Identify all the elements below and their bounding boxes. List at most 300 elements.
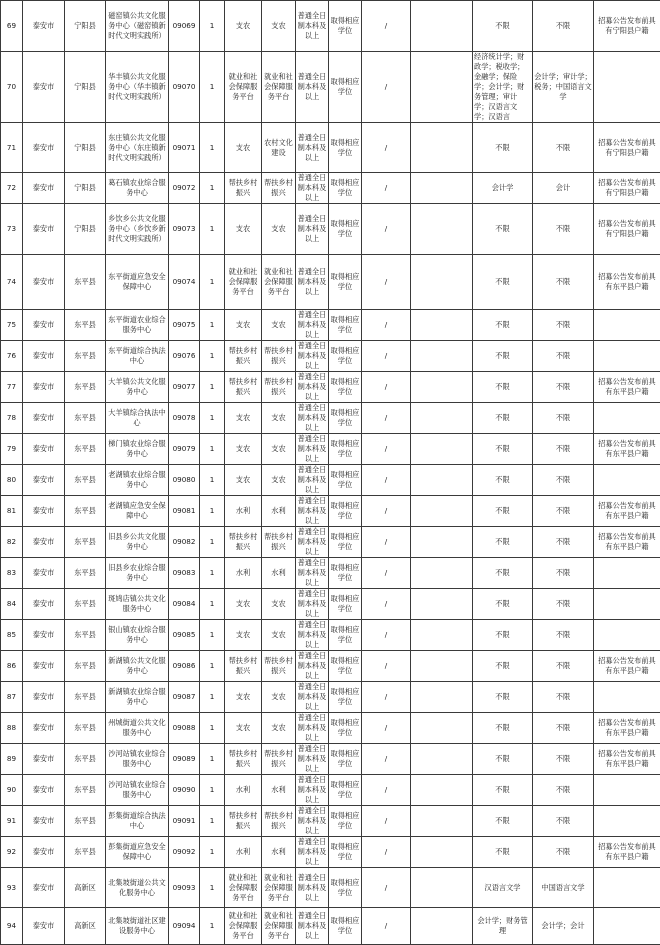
cell-county: 东平县 bbox=[65, 496, 106, 527]
cell-major_ug bbox=[411, 908, 473, 945]
cell-county: 宁阳县 bbox=[65, 123, 106, 173]
cell-code: 09079 bbox=[169, 434, 200, 465]
cell-cat: 水利 bbox=[225, 558, 262, 589]
table-row bbox=[1, 204, 660, 255]
cell-post: 水利 bbox=[262, 837, 296, 868]
cell-num: 1 bbox=[200, 403, 225, 434]
cell-no: 87 bbox=[1, 682, 23, 713]
cell-slash: / bbox=[362, 341, 411, 372]
cell-degree: 取得相应学位 bbox=[329, 372, 362, 403]
cell-city: 泰安市 bbox=[23, 255, 65, 310]
cell-num: 1 bbox=[200, 310, 225, 341]
cell-major_3: 不限 bbox=[533, 775, 594, 806]
cell-county: 东平县 bbox=[65, 651, 106, 682]
cell-num: 1 bbox=[200, 527, 225, 558]
table-row bbox=[1, 775, 660, 806]
cell-post: 就业和社会保障服务平台 bbox=[262, 868, 296, 908]
cell-post: 支农 bbox=[262, 434, 296, 465]
cell-major_ug bbox=[411, 651, 473, 682]
cell-city: 泰安市 bbox=[23, 434, 65, 465]
cell-degree: 取得相应学位 bbox=[329, 682, 362, 713]
cell-county: 高新区 bbox=[65, 868, 106, 908]
cell-cat: 支农 bbox=[225, 434, 262, 465]
cell-county: 东平县 bbox=[65, 775, 106, 806]
cell-no: 82 bbox=[1, 527, 23, 558]
cell-city: 泰安市 bbox=[23, 341, 65, 372]
cell-cat: 就业和社会保障服务平台 bbox=[225, 868, 262, 908]
cell-degree: 取得相应学位 bbox=[329, 310, 362, 341]
table-row bbox=[1, 341, 660, 372]
cell-major_ug bbox=[411, 434, 473, 465]
cell-city: 泰安市 bbox=[23, 496, 65, 527]
cell-city: 泰安市 bbox=[23, 713, 65, 744]
table-row bbox=[1, 806, 660, 837]
cell-no: 85 bbox=[1, 620, 23, 651]
cell-note bbox=[594, 868, 660, 908]
table-row bbox=[1, 52, 660, 123]
table-row bbox=[1, 372, 660, 403]
cell-major_3: 不限 bbox=[533, 255, 594, 310]
cell-num: 1 bbox=[200, 434, 225, 465]
cell-code: 09086 bbox=[169, 651, 200, 682]
cell-city: 泰安市 bbox=[23, 558, 65, 589]
cell-major_3: 不限 bbox=[533, 527, 594, 558]
cell-note bbox=[594, 403, 660, 434]
cell-no: 86 bbox=[1, 651, 23, 682]
cell-edu: 普通全日制本科及以上 bbox=[296, 651, 329, 682]
cell-city: 泰安市 bbox=[23, 310, 65, 341]
cell-cat: 帮扶乡村振兴 bbox=[225, 651, 262, 682]
cell-major_3: 不限 bbox=[533, 713, 594, 744]
cell-num: 1 bbox=[200, 255, 225, 310]
cell-degree: 取得相应学位 bbox=[329, 255, 362, 310]
cell-cat: 支农 bbox=[225, 589, 262, 620]
cell-county: 宁阳县 bbox=[65, 173, 106, 204]
cell-edu: 普通全日制本科及以上 bbox=[296, 123, 329, 173]
cell-code: 09080 bbox=[169, 465, 200, 496]
cell-degree: 取得相应学位 bbox=[329, 204, 362, 255]
cell-city: 泰安市 bbox=[23, 908, 65, 945]
cell-major_pg: 不限 bbox=[473, 837, 533, 868]
cell-unit: 东平街道应急安全保障中心 bbox=[106, 255, 169, 310]
cell-edu: 普通全日制本科及以上 bbox=[296, 52, 329, 123]
cell-county: 高新区 bbox=[65, 908, 106, 945]
cell-major_3: 中国语言文学 bbox=[533, 868, 594, 908]
cell-county: 东平县 bbox=[65, 682, 106, 713]
cell-post: 支农 bbox=[262, 1, 296, 52]
cell-cat: 水利 bbox=[225, 496, 262, 527]
cell-cat: 帮扶乡村振兴 bbox=[225, 173, 262, 204]
cell-major_pg: 会计学；财务管理 bbox=[473, 908, 533, 945]
cell-slash: / bbox=[362, 744, 411, 775]
cell-no: 73 bbox=[1, 204, 23, 255]
cell-num: 1 bbox=[200, 868, 225, 908]
table-row bbox=[1, 682, 660, 713]
cell-city: 泰安市 bbox=[23, 651, 65, 682]
cell-major_ug bbox=[411, 558, 473, 589]
cell-major_pg: 不限 bbox=[473, 434, 533, 465]
cell-unit: 旧县乡农业综合服务中心 bbox=[106, 558, 169, 589]
cell-major_pg: 不限 bbox=[473, 744, 533, 775]
cell-cat: 帮扶乡村振兴 bbox=[225, 806, 262, 837]
cell-unit: 磁窑镇公共文化服务中心（磁窑镇新时代文明实践所） bbox=[106, 1, 169, 52]
cell-unit: 彭集街道综合执法中心 bbox=[106, 806, 169, 837]
cell-edu: 普通全日制本科及以上 bbox=[296, 372, 329, 403]
cell-slash: / bbox=[362, 589, 411, 620]
cell-degree: 取得相应学位 bbox=[329, 173, 362, 204]
cell-note bbox=[594, 620, 660, 651]
cell-note bbox=[594, 908, 660, 945]
cell-note: 招募公告发布前具有东平县户籍 bbox=[594, 651, 660, 682]
cell-county: 东平县 bbox=[65, 620, 106, 651]
cell-edu: 普通全日制本科及以上 bbox=[296, 682, 329, 713]
cell-code: 09088 bbox=[169, 713, 200, 744]
cell-major_pg: 不限 bbox=[473, 403, 533, 434]
cell-post: 水利 bbox=[262, 558, 296, 589]
cell-slash: / bbox=[362, 173, 411, 204]
cell-num: 1 bbox=[200, 52, 225, 123]
cell-no: 84 bbox=[1, 589, 23, 620]
cell-county: 东平县 bbox=[65, 341, 106, 372]
cell-no: 92 bbox=[1, 837, 23, 868]
cell-no: 78 bbox=[1, 403, 23, 434]
cell-major_pg: 汉语言文学 bbox=[473, 868, 533, 908]
cell-city: 泰安市 bbox=[23, 1, 65, 52]
cell-num: 1 bbox=[200, 465, 225, 496]
cell-major_ug bbox=[411, 837, 473, 868]
cell-major_3: 不限 bbox=[533, 372, 594, 403]
cell-slash: / bbox=[362, 255, 411, 310]
cell-major_pg: 不限 bbox=[473, 255, 533, 310]
cell-unit: 北集坡街道社区建设服务中心 bbox=[106, 908, 169, 945]
cell-degree: 取得相应学位 bbox=[329, 589, 362, 620]
cell-major_pg: 不限 bbox=[473, 372, 533, 403]
cell-major_pg: 不限 bbox=[473, 204, 533, 255]
table-body bbox=[1, 1, 660, 945]
cell-note: 招募公告发布前具有宁阳县户籍 bbox=[594, 173, 660, 204]
cell-num: 1 bbox=[200, 589, 225, 620]
cell-no: 77 bbox=[1, 372, 23, 403]
cell-no: 79 bbox=[1, 434, 23, 465]
cell-city: 泰安市 bbox=[23, 123, 65, 173]
cell-unit: 沙河站镇农业综合服务中心 bbox=[106, 775, 169, 806]
cell-major_3: 不限 bbox=[533, 434, 594, 465]
cell-slash: / bbox=[362, 372, 411, 403]
cell-major_pg: 不限 bbox=[473, 806, 533, 837]
cell-slash: / bbox=[362, 558, 411, 589]
cell-no: 74 bbox=[1, 255, 23, 310]
cell-major_ug bbox=[411, 52, 473, 123]
cell-degree: 取得相应学位 bbox=[329, 496, 362, 527]
cell-post: 水利 bbox=[262, 496, 296, 527]
cell-num: 1 bbox=[200, 775, 225, 806]
cell-no: 75 bbox=[1, 310, 23, 341]
cell-edu: 普通全日制本科及以上 bbox=[296, 589, 329, 620]
cell-major_ug bbox=[411, 372, 473, 403]
cell-county: 宁阳县 bbox=[65, 204, 106, 255]
cell-num: 1 bbox=[200, 682, 225, 713]
cell-num: 1 bbox=[200, 651, 225, 682]
cell-major_3: 不限 bbox=[533, 806, 594, 837]
cell-unit: 老湖镇应急安全保障中心 bbox=[106, 496, 169, 527]
cell-county: 东平县 bbox=[65, 403, 106, 434]
cell-post: 支农 bbox=[262, 310, 296, 341]
cell-major_pg: 经济统计学；财政学；税收学；金融学；保险学；会计学；财务管理；审计学；汉语言文学；汉语言 bbox=[473, 52, 533, 123]
cell-num: 1 bbox=[200, 620, 225, 651]
cell-major_pg: 不限 bbox=[473, 341, 533, 372]
cell-degree: 取得相应学位 bbox=[329, 713, 362, 744]
cell-post: 农村文化建设 bbox=[262, 123, 296, 173]
cell-edu: 普通全日制本科及以上 bbox=[296, 204, 329, 255]
cell-slash: / bbox=[362, 868, 411, 908]
cell-edu: 普通全日制本科及以上 bbox=[296, 255, 329, 310]
cell-city: 泰安市 bbox=[23, 173, 65, 204]
cell-edu: 普通全日制本科及以上 bbox=[296, 527, 329, 558]
cell-unit: 旧县乡公共文化服务中心 bbox=[106, 527, 169, 558]
cell-note: 招募公告发布前具有东平县户籍 bbox=[594, 372, 660, 403]
table-row bbox=[1, 651, 660, 682]
cell-major_ug bbox=[411, 713, 473, 744]
cell-major_pg: 不限 bbox=[473, 1, 533, 52]
cell-note bbox=[594, 310, 660, 341]
cell-major_ug bbox=[411, 589, 473, 620]
cell-major_pg: 不限 bbox=[473, 496, 533, 527]
cell-code: 09083 bbox=[169, 558, 200, 589]
cell-cat: 支农 bbox=[225, 123, 262, 173]
cell-major_pg: 不限 bbox=[473, 775, 533, 806]
cell-degree: 取得相应学位 bbox=[329, 837, 362, 868]
cell-edu: 普通全日制本科及以上 bbox=[296, 173, 329, 204]
table-row bbox=[1, 713, 660, 744]
cell-county: 东平县 bbox=[65, 837, 106, 868]
cell-degree: 取得相应学位 bbox=[329, 403, 362, 434]
cell-cat: 支农 bbox=[225, 713, 262, 744]
cell-note: 招募公告发布前具有东平县户籍 bbox=[594, 496, 660, 527]
table-row bbox=[1, 310, 660, 341]
cell-county: 东平县 bbox=[65, 589, 106, 620]
cell-slash: / bbox=[362, 403, 411, 434]
cell-city: 泰安市 bbox=[23, 52, 65, 123]
cell-unit: 东平街道综合执法中心 bbox=[106, 341, 169, 372]
cell-slash: / bbox=[362, 123, 411, 173]
cell-major_ug bbox=[411, 310, 473, 341]
cell-major_ug bbox=[411, 465, 473, 496]
cell-unit: 新湖镇公共文化服务中心 bbox=[106, 651, 169, 682]
cell-county: 宁阳县 bbox=[65, 1, 106, 52]
cell-major_pg: 不限 bbox=[473, 713, 533, 744]
cell-num: 1 bbox=[200, 204, 225, 255]
cell-note: 招募公告发布前具有东平县户籍 bbox=[594, 434, 660, 465]
cell-county: 东平县 bbox=[65, 310, 106, 341]
cell-code: 09082 bbox=[169, 527, 200, 558]
cell-slash: / bbox=[362, 310, 411, 341]
table-row bbox=[1, 496, 660, 527]
cell-degree: 取得相应学位 bbox=[329, 52, 362, 123]
cell-major_3: 不限 bbox=[533, 204, 594, 255]
cell-major_ug bbox=[411, 204, 473, 255]
cell-degree: 取得相应学位 bbox=[329, 868, 362, 908]
cell-cat: 支农 bbox=[225, 682, 262, 713]
cell-degree: 取得相应学位 bbox=[329, 123, 362, 173]
cell-county: 东平县 bbox=[65, 255, 106, 310]
cell-major_3: 不限 bbox=[533, 651, 594, 682]
cell-degree: 取得相应学位 bbox=[329, 806, 362, 837]
cell-code: 09072 bbox=[169, 173, 200, 204]
cell-county: 东平县 bbox=[65, 527, 106, 558]
cell-slash: / bbox=[362, 434, 411, 465]
cell-code: 09087 bbox=[169, 682, 200, 713]
cell-unit: 北集坡街道公共文化服务中心 bbox=[106, 868, 169, 908]
cell-no: 94 bbox=[1, 908, 23, 945]
cell-unit: 斑鸠店镇公共文化服务中心 bbox=[106, 589, 169, 620]
cell-county: 宁阳县 bbox=[65, 52, 106, 123]
cell-no: 80 bbox=[1, 465, 23, 496]
cell-slash: / bbox=[362, 52, 411, 123]
cell-note bbox=[594, 465, 660, 496]
cell-unit: 沙河站镇农业综合服务中心 bbox=[106, 744, 169, 775]
cell-unit: 东庄镇公共文化服务中心（东庄镇新时代文明实践所） bbox=[106, 123, 169, 173]
cell-num: 1 bbox=[200, 372, 225, 403]
table-row bbox=[1, 1, 660, 52]
cell-county: 东平县 bbox=[65, 558, 106, 589]
cell-unit: 华丰镇公共文化服务中心（华丰镇新时代文明实践所） bbox=[106, 52, 169, 123]
cell-code: 09092 bbox=[169, 837, 200, 868]
table-row bbox=[1, 744, 660, 775]
cell-note bbox=[594, 806, 660, 837]
cell-edu: 普通全日制本科及以上 bbox=[296, 837, 329, 868]
cell-city: 泰安市 bbox=[23, 465, 65, 496]
cell-cat: 帮扶乡村振兴 bbox=[225, 744, 262, 775]
cell-no: 72 bbox=[1, 173, 23, 204]
cell-major_ug bbox=[411, 775, 473, 806]
cell-city: 泰安市 bbox=[23, 204, 65, 255]
cell-code: 09071 bbox=[169, 123, 200, 173]
cell-slash: / bbox=[362, 496, 411, 527]
cell-no: 89 bbox=[1, 744, 23, 775]
cell-post: 帮扶乡村振兴 bbox=[262, 372, 296, 403]
cell-major_pg: 不限 bbox=[473, 589, 533, 620]
cell-city: 泰安市 bbox=[23, 372, 65, 403]
cell-major_3: 不限 bbox=[533, 123, 594, 173]
cell-city: 泰安市 bbox=[23, 868, 65, 908]
cell-unit: 老湖镇农业综合服务中心 bbox=[106, 465, 169, 496]
cell-slash: / bbox=[362, 713, 411, 744]
cell-edu: 普通全日制本科及以上 bbox=[296, 403, 329, 434]
cell-slash: / bbox=[362, 465, 411, 496]
cell-cat: 就业和社会保障服务平台 bbox=[225, 255, 262, 310]
cell-unit: 东平街道农业综合服务中心 bbox=[106, 310, 169, 341]
cell-code: 09085 bbox=[169, 620, 200, 651]
cell-num: 1 bbox=[200, 837, 225, 868]
table-row bbox=[1, 123, 660, 173]
cell-code: 09074 bbox=[169, 255, 200, 310]
cell-major_ug bbox=[411, 527, 473, 558]
cell-county: 东平县 bbox=[65, 806, 106, 837]
cell-edu: 普通全日制本科及以上 bbox=[296, 713, 329, 744]
table-row bbox=[1, 908, 660, 945]
cell-num: 1 bbox=[200, 1, 225, 52]
cell-cat: 帮扶乡村振兴 bbox=[225, 341, 262, 372]
cell-cat: 帮扶乡村振兴 bbox=[225, 527, 262, 558]
cell-city: 泰安市 bbox=[23, 620, 65, 651]
cell-degree: 取得相应学位 bbox=[329, 434, 362, 465]
cell-major_3: 不限 bbox=[533, 682, 594, 713]
cell-num: 1 bbox=[200, 806, 225, 837]
cell-slash: / bbox=[362, 775, 411, 806]
table-row bbox=[1, 837, 660, 868]
cell-major_pg: 不限 bbox=[473, 123, 533, 173]
cell-num: 1 bbox=[200, 908, 225, 945]
cell-major_ug bbox=[411, 341, 473, 372]
cell-no: 70 bbox=[1, 52, 23, 123]
cell-note bbox=[594, 682, 660, 713]
cell-note: 招募公告发布前具有宁阳县户籍 bbox=[594, 204, 660, 255]
cell-no: 71 bbox=[1, 123, 23, 173]
cell-num: 1 bbox=[200, 713, 225, 744]
cell-note: 招募公告发布前具有东平县户籍 bbox=[594, 744, 660, 775]
cell-cat: 就业和社会保障服务平台 bbox=[225, 908, 262, 945]
cell-county: 东平县 bbox=[65, 372, 106, 403]
cell-major_ug bbox=[411, 173, 473, 204]
cell-major_3: 会计学；会计 bbox=[533, 908, 594, 945]
cell-major_ug bbox=[411, 255, 473, 310]
cell-unit: 新湖镇农业综合服务中心 bbox=[106, 682, 169, 713]
cell-cat: 支农 bbox=[225, 310, 262, 341]
cell-code: 09078 bbox=[169, 403, 200, 434]
cell-major_pg: 不限 bbox=[473, 558, 533, 589]
cell-major_3: 不限 bbox=[533, 310, 594, 341]
cell-major_ug bbox=[411, 806, 473, 837]
cell-degree: 取得相应学位 bbox=[329, 775, 362, 806]
cell-major_ug bbox=[411, 620, 473, 651]
cell-code: 09069 bbox=[169, 1, 200, 52]
cell-city: 泰安市 bbox=[23, 403, 65, 434]
cell-post: 支农 bbox=[262, 713, 296, 744]
cell-degree: 取得相应学位 bbox=[329, 620, 362, 651]
cell-unit: 大羊镇公共文化服务中心 bbox=[106, 372, 169, 403]
cell-edu: 普通全日制本科及以上 bbox=[296, 341, 329, 372]
cell-note: 招募公告发布前具有东平县户籍 bbox=[594, 713, 660, 744]
cell-major_ug bbox=[411, 682, 473, 713]
cell-no: 83 bbox=[1, 558, 23, 589]
cell-post: 帮扶乡村振兴 bbox=[262, 341, 296, 372]
cell-post: 支农 bbox=[262, 682, 296, 713]
cell-edu: 普通全日制本科及以上 bbox=[296, 744, 329, 775]
cell-edu: 普通全日制本科及以上 bbox=[296, 310, 329, 341]
cell-cat: 就业和社会保障服务平台 bbox=[225, 52, 262, 123]
table-row bbox=[1, 173, 660, 204]
cell-degree: 取得相应学位 bbox=[329, 908, 362, 945]
table-row bbox=[1, 558, 660, 589]
cell-major_ug bbox=[411, 1, 473, 52]
table-row bbox=[1, 589, 660, 620]
table-row bbox=[1, 527, 660, 558]
cell-cat: 水利 bbox=[225, 837, 262, 868]
cell-edu: 普通全日制本科及以上 bbox=[296, 558, 329, 589]
cell-cat: 支农 bbox=[225, 1, 262, 52]
cell-degree: 取得相应学位 bbox=[329, 744, 362, 775]
cell-edu: 普通全日制本科及以上 bbox=[296, 908, 329, 945]
cell-city: 泰安市 bbox=[23, 806, 65, 837]
cell-post: 帮扶乡村振兴 bbox=[262, 173, 296, 204]
cell-county: 东平县 bbox=[65, 713, 106, 744]
cell-note bbox=[594, 558, 660, 589]
cell-major_3: 不限 bbox=[533, 1, 594, 52]
cell-major_3: 不限 bbox=[533, 341, 594, 372]
cell-code: 09073 bbox=[169, 204, 200, 255]
cell-major_pg: 不限 bbox=[473, 527, 533, 558]
cell-slash: / bbox=[362, 527, 411, 558]
